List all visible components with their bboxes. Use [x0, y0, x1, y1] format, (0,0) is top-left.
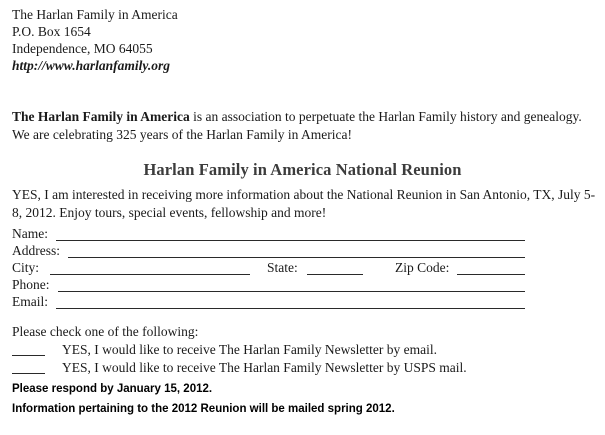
option-mail-label: YES, I would like to receive The Harlan Family Newsletter by USPS mail. [62, 360, 467, 375]
city-state-zip: Independence, MO 64055 [12, 41, 153, 56]
website-link[interactable]: http://www.harlanfamily.org [12, 58, 171, 73]
name-row [12, 226, 597, 243]
page-title: Harlan Family in America National Reunion [143, 160, 462, 179]
email-row [12, 294, 597, 311]
intro-text: is an association to perpetuate the Harlan Family history and genealogy. We are celebrating 325 years of the Harlan Family in America! [12, 109, 582, 142]
option-email-label: YES, I would like to receive The Harlan Family Newsletter by email. [62, 342, 438, 357]
email-field[interactable] [56, 308, 525, 309]
option-email-checkbox[interactable] [12, 355, 45, 356]
city-row [12, 260, 597, 277]
footer-notes [12, 379, 395, 419]
phone-field[interactable] [58, 291, 525, 292]
address-field[interactable] [68, 257, 525, 258]
invite-paragraph: YES, I am interested in receiving more information about the National Reunion in San Antonio, TX, July 5-8, 2012. Enjoy tours, special events, fellowship and more! [12, 187, 596, 220]
zip-field[interactable] [457, 274, 525, 275]
city-field[interactable] [50, 274, 250, 275]
return-address [12, 6, 178, 74]
mailing-note: Information pertaining to the 2012 Reunion will be mailed spring 2012. [12, 403, 395, 415]
state-field[interactable] [307, 274, 363, 275]
name-field[interactable] [56, 240, 525, 241]
intro-org-name: The Harlan Family in America [12, 109, 190, 124]
city-label: City: [12, 260, 40, 275]
state-label: State: [267, 260, 298, 275]
address-label: Address: [12, 243, 60, 258]
option-email [12, 341, 597, 359]
address-row [12, 243, 597, 260]
email-label: Email: [12, 294, 48, 309]
newsletter-options [12, 323, 597, 377]
check-prompt: Please check one of the following: [12, 324, 199, 339]
org-name: The Harlan Family in America [12, 7, 178, 22]
name-label: Name: [12, 226, 48, 241]
zip-label: Zip Code: [395, 260, 450, 275]
respond-by-note: Please respond by January 15, 2012. [12, 383, 213, 395]
contact-form [12, 226, 597, 311]
phone-label: Phone: [12, 277, 50, 292]
option-mail-checkbox[interactable] [12, 373, 45, 374]
option-mail [12, 359, 597, 377]
po-box: P.O. Box 1654 [12, 24, 91, 39]
phone-row [12, 277, 597, 294]
intro-paragraph [12, 108, 597, 144]
